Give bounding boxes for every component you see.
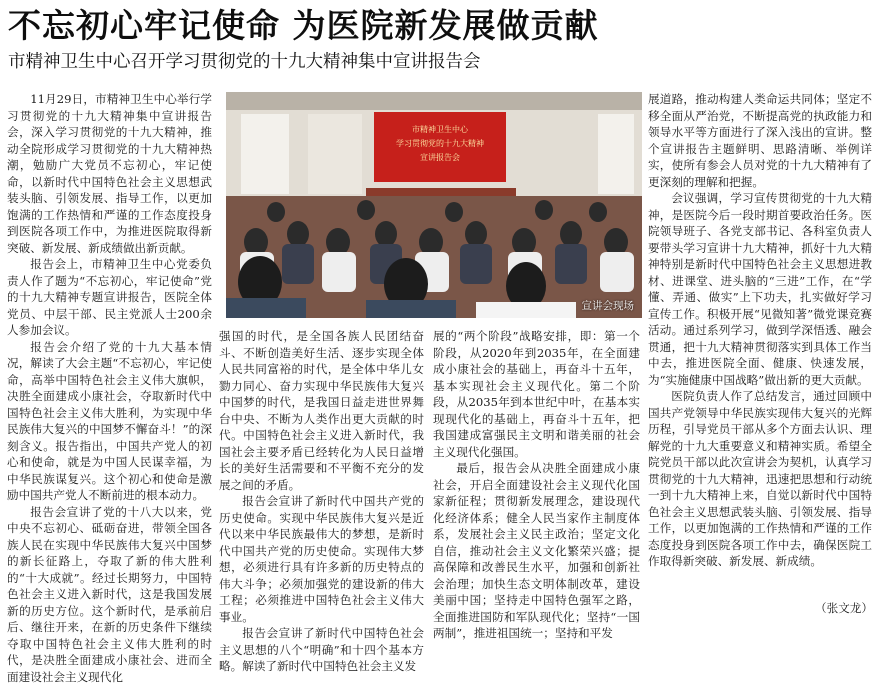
meeting-photo (226, 92, 642, 318)
photo-caption: 宣讲会现场 (582, 298, 635, 313)
paragraph: 会议强调，学习宣传贯彻党的十九大精神，是医院今后一段时期首要政治任务。医院领导班子、各党支部书记、各科室负责人要带头学习宣讲十九大精神，抓好十九大精神特别是新时代中国特色社会主义思想进教材、进课堂、进头脑的“三进”工作，在“学懂、弄通、做实”上下功夫，扎实做好学习宣传工作。积极开展“见微知著”微党课竞赛活动。通过系列学习，做到学深悟透、融会贯通，把十九大精神贯彻落实到具体工作当中去，推进医院全面、健康、快速发展，为“实施健康中国战略”做出新的更大贡献。 (648, 190, 872, 388)
article-column-1 (7, 91, 212, 621)
banner-line-3: 宣讲报告会 (420, 152, 460, 162)
author-byline: （张文龙） (815, 600, 873, 616)
article-column-2 (219, 328, 424, 624)
banner-line-1: 市精神卫生中心 (412, 124, 469, 134)
headline: 不忘初心牢记使命 为医院新发展做贡献 (8, 4, 883, 48)
paragraph: 展的“两个阶段”战略安排，即：第一个阶段，从2020年到2035年，在全面建成小康社会的基础上，再奋斗十五年，基本实现社会主义现代化。第二个阶段，从2035年到本世纪中叶，在基本实现现代化的基础上，再奋斗十五年，把我国建成富强民主文明和谐美丽的社会主义现代化强国。 (433, 328, 640, 460)
meeting-hall-illustration (226, 92, 642, 318)
paragraph: 医院负责人作了总结发言，通过回顾中国共产党领导中华民族实现伟大复兴的光辉历程，引导党员干部从多个方面去认识、理解党的十九大重要意义和精神实质。希望全院党员干部以此次宣讲会为契机，认真学习贯彻党的十九大精神，迅速把思想和行动统一到十九大精神上来，自觉以新时代中国特色社会主义思想武装头脑、引领发展、指导工作，以更加饱满的工作热情和严谨的工作态度投身到医院各项工作中去，确保医院工作取得新突破、新发展、新成绩。 (648, 388, 872, 570)
article-column-4 (648, 91, 872, 596)
paragraph: 展道路，推动构建人类命运共同体；坚定不移全面从严治党，不断提高党的执政能力和领导水平等方面进行了深入浅出的宣讲。整个宣讲报告主题鲜明、思路清晰、举例详实，使所有参会人员对党的十九大精神有了更深刻的理解和把握。 (648, 91, 872, 190)
paragraph: 报告会宣讲了新时代中国特色社会主义思想的八个“明确”和十四个基本方略。解读了新时代中国特色社会主义发 (219, 625, 424, 675)
paragraph: 11月29日，市精神卫生中心举行学习贯彻党的十九大精神集中宣讲报告会，深入学习贯彻党的十九大精神，推动全院形成学习贯彻党的十九大精神热潮，勉励广大党员不忘初心，牢记使命，以新时代中国特色社会主义思想武装头脑、引领发展、指导工作，以更加饱满的工作热情和严谨的工作态度投身到医院各项工作中，为推进医院取得新突破、新发展、新成绩做出新贡献。 (7, 91, 212, 256)
banner-line-2: 学习贯彻党的十九大精神 (396, 138, 484, 148)
paragraph: 报告会宣讲了新时代中国共产党的历史使命。实现中华民族伟大复兴是近代以来中华民族最伟大的梦想，是新时代中国共产党的历史使命。实现伟大梦想，必须进行具有许多新的历史特点的伟大斗争；必须加强党的建设新的伟大工程；必须推进中国特色社会主义伟大事业。 (219, 493, 424, 625)
paragraph: 最后，报告会从决胜全面建成小康社会，开启全面建设社会主义现代化国家新征程；贯彻新发展理念，建设现代化经济体系；健全人民当家作主制度体系，发展社会主义民主政治；坚定文化自信，推动社会主义文化繁荣兴盛；提高保障和改善民生水平，加强和创新社会治理；加快生态文明体制改革，建设美丽中国；坚持走中国特色强军之路，全面推进国防和军队现代化；坚持“一国两制”，推进祖国统一；坚持和平发 (433, 460, 640, 642)
paragraph: 报告会上，市精神卫生中心党委负责人作了题为“不忘初心，牢记使命”党的十九大精神专题宣讲报告，医院全体党员、中层干部、民主党派人士200余人参加会议。 (7, 256, 212, 339)
subheadline: 市精神卫生中心召开学习贯彻党的十九大精神集中宣讲报告会 (8, 50, 481, 74)
paragraph: 报告会介绍了党的十九大基本情况，解读了大会主题“不忘初心，牢记使命，高举中国特色社会主义伟大旗帜，决胜全面建成小康社会，夺取新时代中国特色社会主义伟大胜利，为实现中华民族伟大复兴的中国梦不懈奋斗！”的深刻含义。报告指出，中国共产党人的初心和使命，就是为中国人民谋幸福，为中华民族谋复兴。这个初心和使命是激励中国共产党人不断前进的根本动力。 (7, 339, 212, 504)
paragraph: 强国的时代，是全国各族人民团结奋斗、不断创造美好生活、逐步实现全体人民共同富裕的时代，是全体中华儿女勠力同心、奋力实现中华民族伟大复兴中国梦的时代，是我国日益走进世界舞台中央、不断为人类作出更大贡献的时代。中国特色社会主义进入新时代，我国社会主要矛盾已经转化为人民日益增长的美好生活需要和不平衡不充分的发展之间的矛盾。 (219, 328, 424, 493)
paragraph: 报告会宣讲了党的十八大以来，党中央不忘初心、砥砺奋进，带领全国各族人民在实现中华民族伟大复兴中国梦的新长征路上，夺取了新的伟大胜利的“十大成就”。经过长期努力，中国特色社会主义进入新时代，这是我国发展新的历史方位。这个新时代，是承前启后、继往开来，在新的历史条件下继续夺取中国特色社会主义伟大胜利的时代，是决胜全面建成小康社会、进而全面建设社会主义现代化 (7, 504, 212, 685)
article-column-3 (433, 328, 640, 624)
